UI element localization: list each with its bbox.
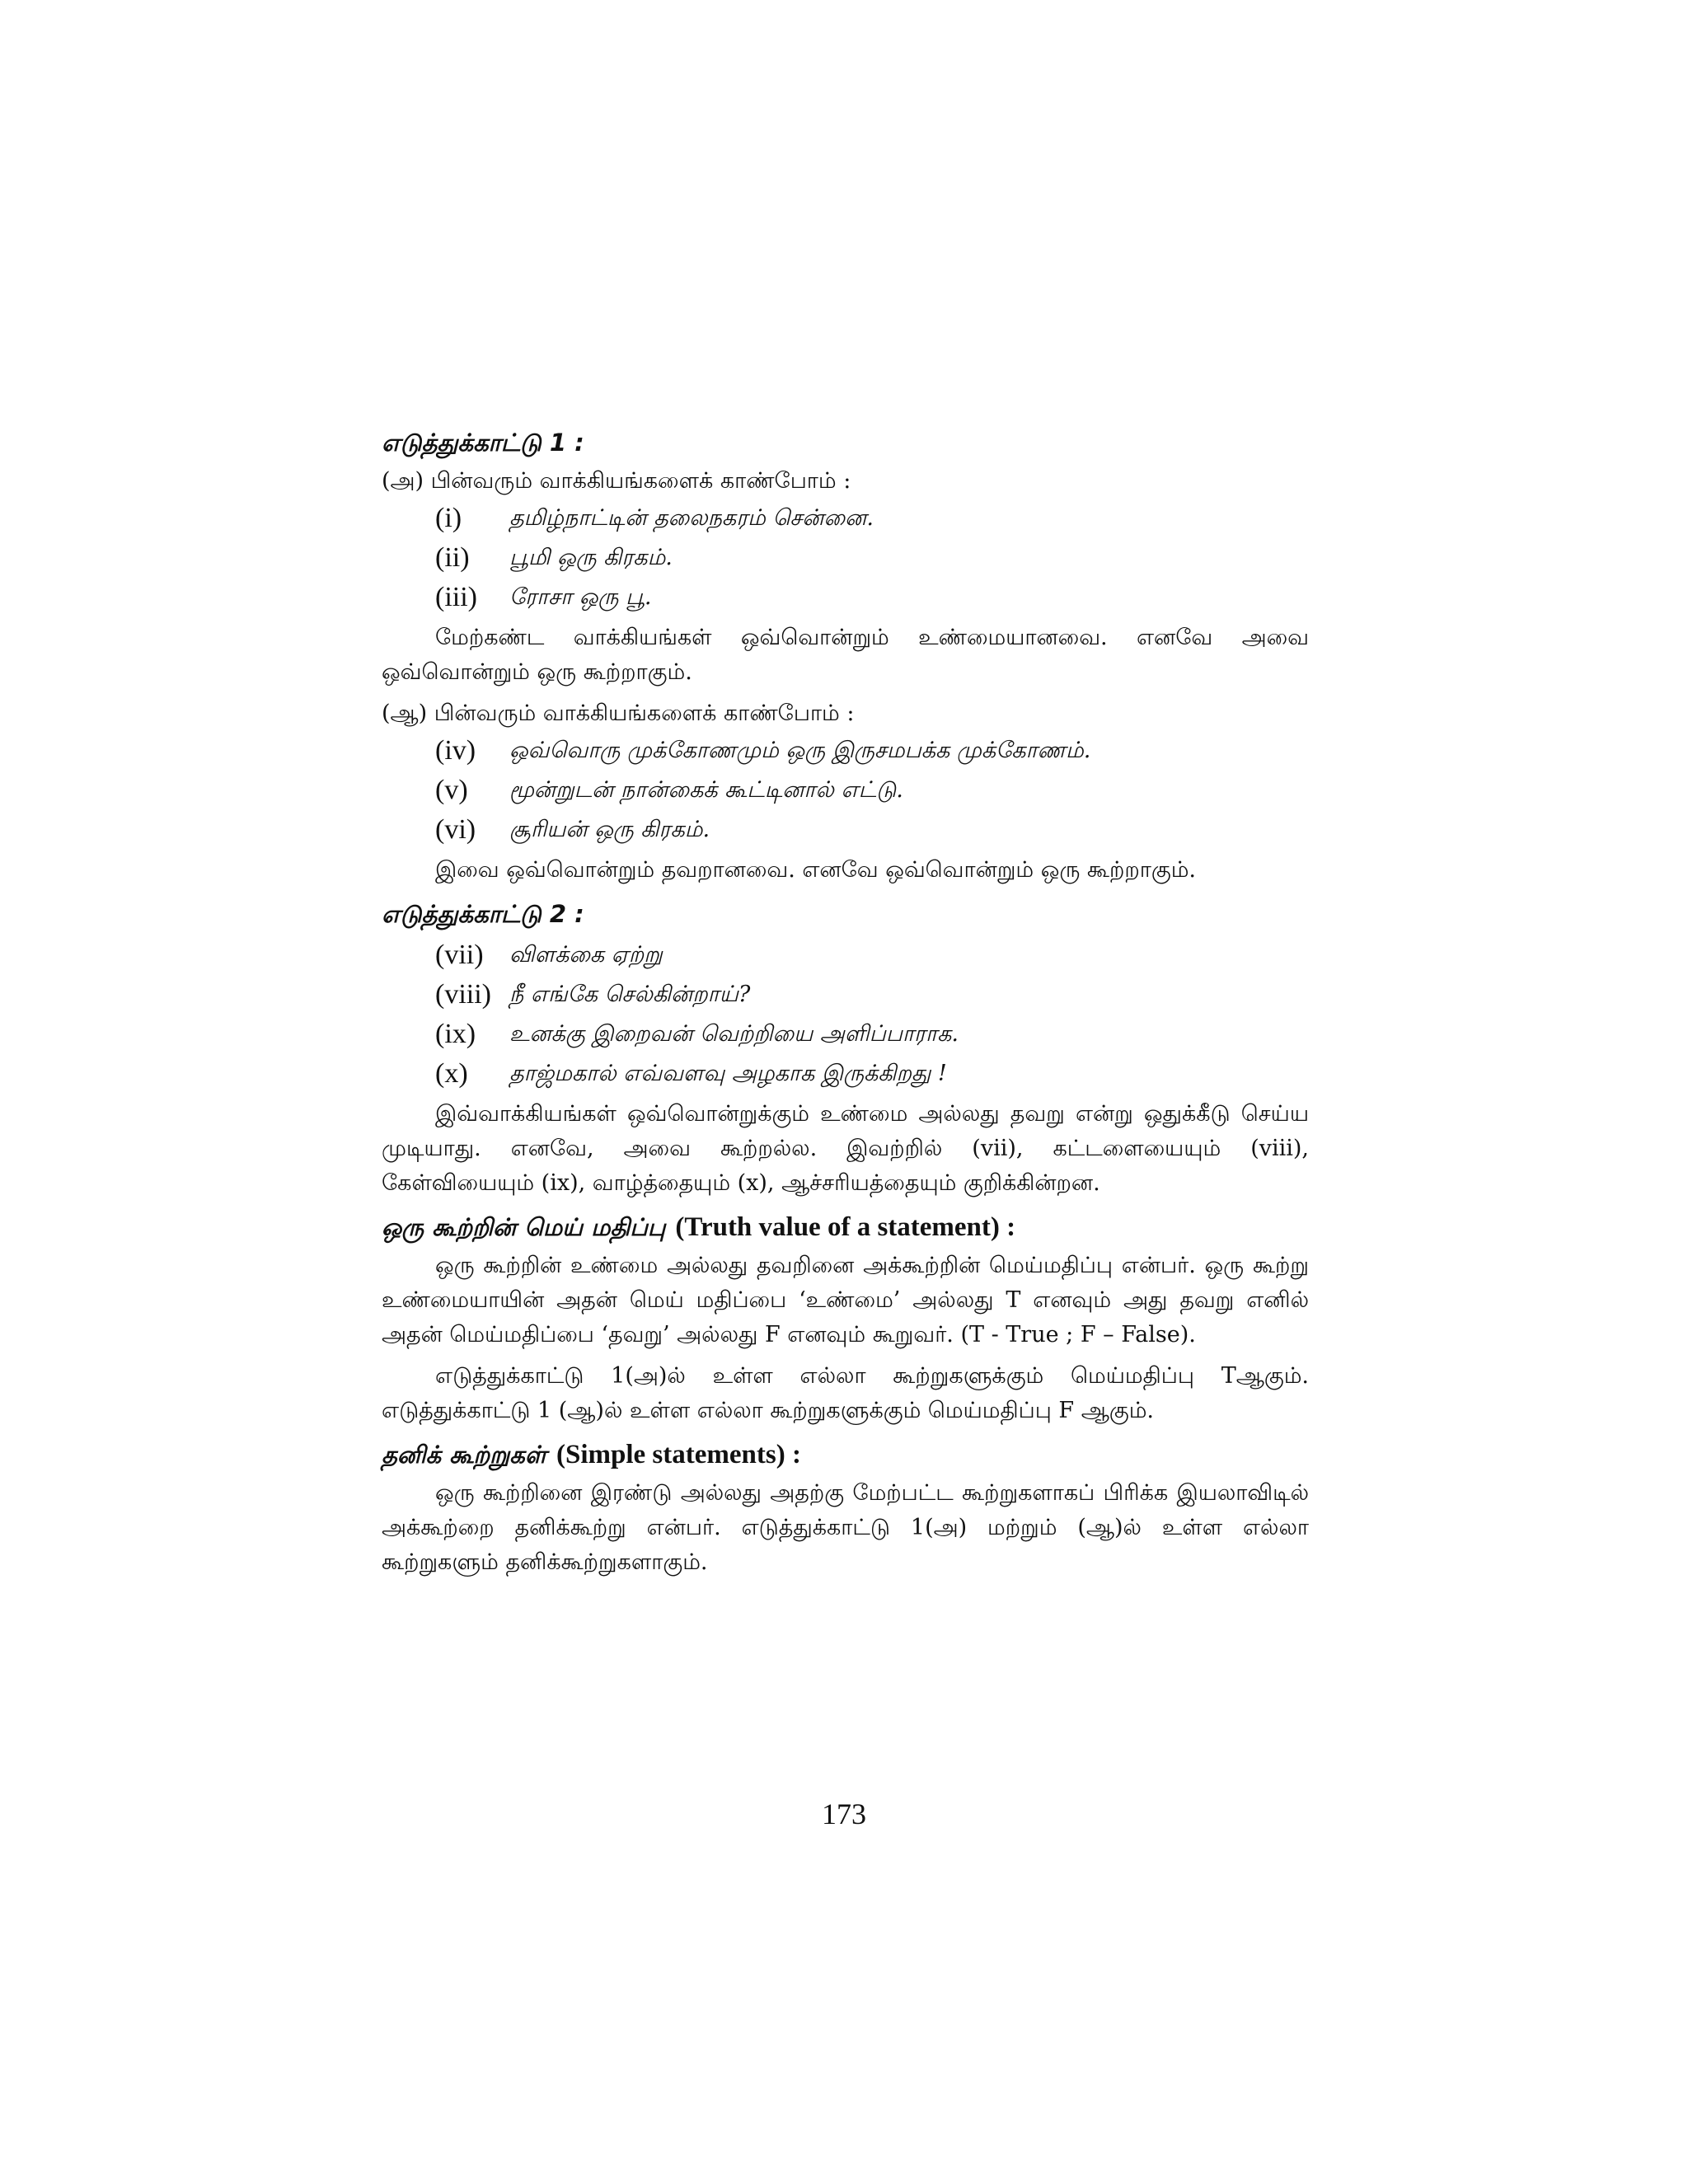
item-text: மூன்றுடன் நான்கைக் கூட்டினால் எட்டு. bbox=[509, 777, 903, 803]
list-item bbox=[435, 578, 1309, 617]
item-text: தாஜ்மகால் எவ்வளவு அழகாக இருக்கிறது ! bbox=[509, 1061, 947, 1086]
example-1b-intro: (ஆ) பின்வரும் வாக்கியங்களைக் காண்போம் : bbox=[382, 701, 855, 726]
truth-value-paragraph-2: எடுத்துக்காட்டு 1(அ)ல் உள்ள எல்லா கூற்றுகளுக்கும் மெய்மதிப்பு Tஆகும். எடுத்துக்காட்டு 1 (ஆ)ல் உள்ள எல்லா கூற்றுகளுக்கும் மெய்மதிப்பு F ஆகும். bbox=[382, 1363, 1309, 1423]
truth-value-heading bbox=[382, 1209, 1309, 1245]
item-text: பூமி ஒரு கிரகம். bbox=[509, 545, 673, 570]
item-number: (ix) bbox=[435, 1019, 476, 1049]
item-number: (iii) bbox=[435, 582, 477, 612]
item-text: ரோசா ஒரு பூ. bbox=[509, 584, 652, 610]
list-item bbox=[435, 975, 1309, 1015]
item-number: (vi) bbox=[435, 814, 476, 845]
list-item bbox=[435, 810, 1309, 850]
page-number: 173 bbox=[822, 1797, 866, 1830]
item-number: (v) bbox=[435, 775, 468, 805]
item-number: (i) bbox=[435, 503, 462, 533]
example-2-paragraph: இவ்வாக்கியங்கள் ஒவ்வொன்றுக்கும் உண்மை அல்லது தவறு என்று ஒதுக்கீடு செய்ய முடியாது. எனவே, அவை கூற்றல்ல. இவற்றில் (vii), கட்டளையையும் (viii), கேள்வியையும் (ix), வாழ்த்தையும் (x), ஆச்சரியத்தையும் குறிக்கின்றன. bbox=[382, 1101, 1309, 1196]
item-text: தமிழ்நாட்டின் தலைநகரம் சென்னை. bbox=[509, 505, 874, 531]
simple-statements-heading-english: (Simple statements) : bbox=[556, 1440, 801, 1469]
list-item bbox=[435, 731, 1309, 771]
simple-statements-paragraph: ஒரு கூற்றினை இரண்டு அல்லது அதற்கு மேற்பட்ட கூற்றுகளாகப் பிரிக்க இயலாவிடில் அக்கூற்றை தனிக்கூற்று என்பர். எடுத்துக்காட்டு 1(அ) மற்றும் (ஆ)ல் உள்ள எல்லா கூற்றுகளும் தனிக்கூற்றுகளாகும். bbox=[382, 1480, 1309, 1575]
item-text: சூரியன் ஒரு கிரகம். bbox=[509, 817, 710, 842]
item-text: உனக்கு இறைவன் வெற்றியை அளிப்பாராக. bbox=[509, 1021, 959, 1047]
simple-statements-heading bbox=[382, 1436, 1309, 1473]
simple-statements-heading-tamil: தனிக் கூற்றுகள் bbox=[382, 1441, 547, 1469]
truth-value-heading-english: (Truth value of a statement) : bbox=[675, 1212, 1016, 1242]
list-item bbox=[435, 499, 1309, 538]
example-1a-intro: (அ) பின்வரும் வாக்கியங்களைக் காண்போம் : bbox=[382, 468, 851, 494]
item-number: (viii) bbox=[435, 979, 491, 1010]
item-text: விளக்கை ஏற்று bbox=[509, 942, 663, 968]
example-1b-paragraph: இவை ஒவ்வொன்றும் தவறானவை. எனவே ஒவ்வொன்றும் ஒரு கூற்றாகும். bbox=[435, 857, 1197, 883]
list-item bbox=[435, 771, 1309, 810]
list-item bbox=[435, 1054, 1309, 1094]
item-number: (iv) bbox=[435, 735, 476, 766]
list-item bbox=[435, 1015, 1309, 1054]
item-number: (x) bbox=[435, 1058, 468, 1089]
item-number: (ii) bbox=[435, 542, 470, 573]
example-2-heading: எடுத்துக்காட்டு 2 : bbox=[382, 900, 584, 928]
example-1-heading: எடுத்துக்காட்டு 1 : bbox=[382, 429, 584, 457]
truth-value-paragraph-1: ஒரு கூற்றின் உண்மை அல்லது தவறினை அக்கூற்றின் மெய்மதிப்பு என்பர். ஒரு கூற்று உண்மையாயின் அதன் மெய் மதிப்பை ‘உண்மை’ அல்லது T எனவும் அது தவறு எனில் அதன் மெய்மதிப்பை ‘தவறு’ அல்லது F எனவும் கூறுவர். (T - True ; F – False). bbox=[382, 1253, 1309, 1347]
example-1a-paragraph: மேற்கண்ட வாக்கியங்கள் ஒவ்வொன்றும் உண்மையானவை. எனவே அவை ஒவ்வொன்றும் ஒரு கூற்றாகும். bbox=[382, 625, 1309, 685]
truth-value-heading-tamil: ஒரு கூற்றின் மெய் மதிப்பு bbox=[382, 1213, 666, 1241]
page-content bbox=[382, 416, 1309, 1586]
list-item bbox=[435, 935, 1309, 975]
list-item bbox=[435, 538, 1309, 578]
item-number: (vii) bbox=[435, 940, 484, 970]
item-text: ஒவ்வொரு முக்கோணமும் ஒரு இருசமபக்க முக்கோணம். bbox=[509, 738, 1091, 763]
item-text: நீ எங்கே செல்கின்றாய்? bbox=[509, 982, 751, 1007]
